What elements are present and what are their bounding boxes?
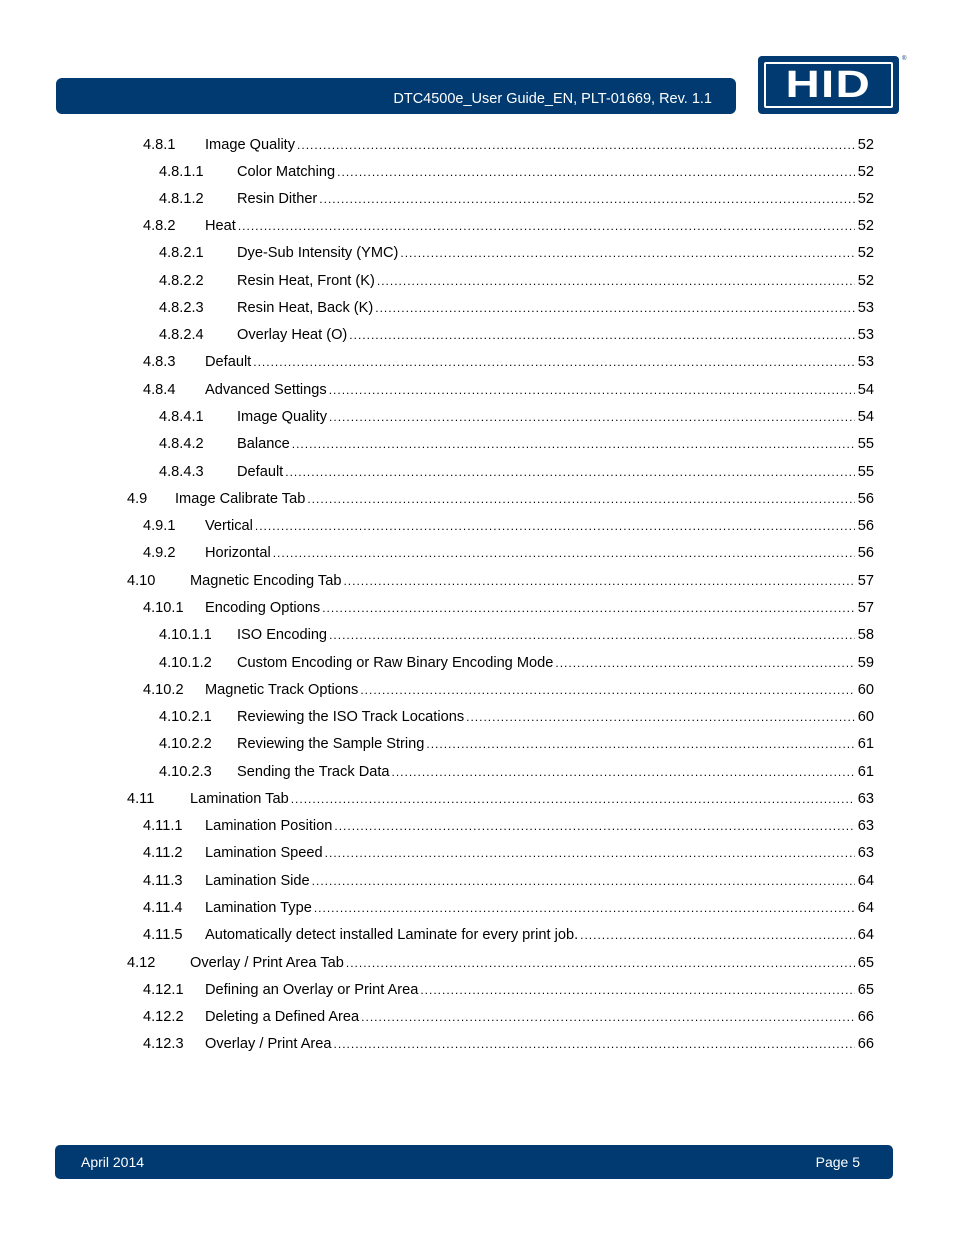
toc-entry-leader bbox=[205, 516, 857, 536]
toc-dot-leader bbox=[360, 680, 855, 700]
toc-entry[interactable] bbox=[0, 1007, 954, 1027]
toc-entry[interactable] bbox=[0, 598, 954, 618]
toc-dot-leader bbox=[580, 925, 855, 945]
toc-entry-page[interactable]: 64 bbox=[857, 873, 874, 889]
toc-entry-leader bbox=[237, 162, 857, 182]
toc-entry-number: 4.8.4.3 bbox=[159, 464, 204, 480]
toc-entry-title[interactable]: Color Matching bbox=[237, 164, 336, 180]
toc-entry[interactable] bbox=[0, 407, 954, 427]
toc-entry-page[interactable]: 64 bbox=[857, 900, 874, 916]
toc-dot-leader bbox=[377, 271, 855, 291]
toc-entry-page[interactable]: 56 bbox=[857, 545, 874, 561]
toc-dot-leader bbox=[291, 789, 855, 809]
toc-dot-leader bbox=[426, 734, 855, 754]
toc-entry-title[interactable]: Sending the Track Data bbox=[237, 764, 390, 780]
toc-dot-leader bbox=[392, 762, 855, 782]
toc-entry-title[interactable]: Magnetic Track Options bbox=[205, 682, 359, 698]
toc-entry-number: 4.8.2.2 bbox=[159, 273, 204, 289]
toc-entry-title[interactable]: Encoding Options bbox=[205, 600, 321, 616]
toc-entry-leader bbox=[205, 1034, 857, 1054]
toc-dot-leader bbox=[273, 543, 855, 563]
toc-entry-number: 4.10.2.3 bbox=[159, 764, 212, 780]
toc-entry-title[interactable]: Deleting a Defined Area bbox=[205, 1009, 360, 1025]
toc-entry-leader bbox=[205, 980, 857, 1000]
toc-entry-number: 4.11 bbox=[127, 791, 155, 807]
toc-entry[interactable] bbox=[0, 380, 954, 400]
header-bar bbox=[56, 78, 736, 114]
toc-entry[interactable] bbox=[0, 162, 954, 182]
toc-entry-title[interactable]: Overlay Heat (O) bbox=[237, 327, 348, 343]
toc-entry[interactable] bbox=[0, 816, 954, 836]
toc-entry-page[interactable]: 63 bbox=[857, 818, 874, 834]
toc-entry-leader bbox=[237, 707, 857, 727]
toc-entry-leader bbox=[237, 189, 857, 209]
toc-entry-page[interactable]: 58 bbox=[857, 627, 874, 643]
toc-entry-leader bbox=[237, 271, 857, 291]
toc-entry-page[interactable]: 53 bbox=[857, 354, 874, 370]
toc-entry-leader bbox=[175, 489, 857, 509]
hid-logo-frame bbox=[764, 62, 893, 108]
toc-entry-title[interactable]: Default bbox=[205, 354, 252, 370]
toc-entry-title[interactable]: Balance bbox=[237, 436, 290, 452]
toc-entry-page[interactable]: 63 bbox=[857, 791, 874, 807]
toc-entry[interactable] bbox=[0, 707, 954, 727]
toc-entry-page[interactable]: 60 bbox=[857, 682, 874, 698]
toc-entry-number: 4.10.2.1 bbox=[159, 709, 212, 725]
footer-date: April 2014 bbox=[81, 1154, 145, 1170]
toc-entry-number: 4.12.1 bbox=[143, 982, 184, 998]
toc-dot-leader bbox=[337, 162, 855, 182]
toc-entry-page[interactable]: 53 bbox=[857, 327, 874, 343]
toc-dot-leader bbox=[292, 434, 855, 454]
toc-entry-title[interactable]: Resin Dither bbox=[237, 191, 318, 207]
toc-entry-number: 4.10.1.2 bbox=[159, 655, 212, 671]
toc-entry[interactable] bbox=[0, 298, 954, 318]
toc-entry-page[interactable]: 52 bbox=[857, 137, 874, 153]
toc-dot-leader bbox=[325, 843, 855, 863]
toc-entry-page[interactable]: 61 bbox=[857, 764, 874, 780]
toc-entry-page[interactable]: 55 bbox=[857, 464, 874, 480]
hid-logo bbox=[758, 56, 899, 114]
toc-entry-leader bbox=[205, 925, 857, 945]
footer-bar bbox=[55, 1145, 893, 1179]
toc-entry-title[interactable]: Magnetic Encoding Tab bbox=[190, 573, 342, 589]
toc-entry-page[interactable]: 60 bbox=[857, 709, 874, 725]
toc-dot-leader bbox=[346, 953, 855, 973]
toc-entry-page[interactable]: 63 bbox=[857, 845, 874, 861]
toc-entry-leader bbox=[205, 216, 857, 236]
toc-dot-leader bbox=[307, 489, 855, 509]
toc-entry-leader bbox=[205, 135, 857, 155]
toc-entry-page[interactable]: 56 bbox=[857, 491, 874, 507]
toc-entry-page[interactable]: 52 bbox=[857, 191, 874, 207]
toc-entry-leader bbox=[190, 571, 857, 591]
toc-dot-leader bbox=[420, 980, 855, 1000]
toc-entry-title[interactable]: ISO Encoding bbox=[237, 627, 328, 643]
document-title: DTC4500e_User Guide_EN, PLT-01669, Rev. 1.1 bbox=[393, 91, 712, 107]
toc-entry-leader bbox=[237, 762, 857, 782]
toc-entry[interactable] bbox=[0, 243, 954, 263]
toc-entry-title[interactable]: Resin Heat, Front (K) bbox=[237, 273, 375, 289]
toc-entry-number: 4.9.1 bbox=[143, 518, 176, 534]
toc-entry-page[interactable]: 61 bbox=[857, 736, 874, 752]
toc-entry-title[interactable]: Reviewing the Sample String bbox=[237, 736, 425, 752]
toc-entry[interactable] bbox=[0, 189, 954, 209]
toc-entry-number: 4.11.3 bbox=[143, 873, 183, 889]
toc-entry-number: 4.10.1 bbox=[143, 600, 184, 616]
toc-entry-page[interactable]: 64 bbox=[857, 927, 874, 943]
toc-entry[interactable] bbox=[0, 489, 954, 509]
toc-entry-page[interactable]: 65 bbox=[857, 982, 874, 998]
toc-entry-leader bbox=[237, 407, 857, 427]
toc-entry-number: 4.9 bbox=[127, 491, 148, 507]
toc-dot-leader bbox=[361, 1007, 855, 1027]
toc-entry-number: 4.11.2 bbox=[143, 845, 183, 861]
toc-entry-number: 4.8.3 bbox=[143, 354, 176, 370]
toc-entry[interactable] bbox=[0, 271, 954, 291]
toc-entry[interactable] bbox=[0, 871, 954, 891]
toc-entry-number: 4.8.4 bbox=[143, 382, 176, 398]
toc-entry-number: 4.12.3 bbox=[143, 1036, 184, 1052]
toc-entry[interactable] bbox=[0, 925, 954, 945]
toc-entry-leader bbox=[205, 380, 857, 400]
toc-entry-number: 4.11.5 bbox=[143, 927, 183, 943]
toc-entry-number: 4.11.1 bbox=[143, 818, 183, 834]
toc-entry-leader bbox=[205, 598, 857, 618]
toc-entry[interactable] bbox=[0, 571, 954, 591]
toc-entry-number: 4.8.2.3 bbox=[159, 300, 204, 316]
toc-dot-leader bbox=[238, 216, 855, 236]
toc-entry-page[interactable]: 54 bbox=[857, 409, 874, 425]
toc-entry[interactable] bbox=[0, 843, 954, 863]
toc-entry-title[interactable]: Resin Heat, Back (K) bbox=[237, 300, 374, 316]
toc-entry-number: 4.8.4.1 bbox=[159, 409, 204, 425]
toc-dot-leader bbox=[349, 325, 855, 345]
toc-entry-title[interactable]: Overlay / Print Area bbox=[205, 1036, 332, 1052]
toc-entry-number: 4.8.2.1 bbox=[159, 245, 204, 261]
toc-entry-number: 4.10 bbox=[127, 573, 156, 589]
toc-dot-leader bbox=[319, 189, 855, 209]
toc-entry-title[interactable]: Vertical bbox=[205, 518, 253, 534]
toc-entry[interactable] bbox=[0, 953, 954, 973]
toc-entry[interactable] bbox=[0, 653, 954, 673]
toc-dot-leader bbox=[329, 625, 855, 645]
toc-entry-number: 4.9.2 bbox=[143, 545, 176, 561]
toc-dot-leader bbox=[314, 898, 855, 918]
toc-dot-leader bbox=[343, 571, 855, 591]
toc-entry-title[interactable]: Dye-Sub Intensity (YMC) bbox=[237, 245, 399, 261]
toc-dot-leader bbox=[255, 516, 855, 536]
toc-entry-title[interactable]: Custom Encoding or Raw Binary Encoding Mode bbox=[237, 655, 554, 671]
toc-entry[interactable] bbox=[0, 680, 954, 700]
toc-entry[interactable] bbox=[0, 762, 954, 782]
toc-entry-page[interactable]: 65 bbox=[857, 955, 874, 971]
toc-entry-leader bbox=[205, 898, 857, 918]
toc-entry[interactable] bbox=[0, 516, 954, 536]
toc-entry-leader bbox=[205, 816, 857, 836]
toc-entry-leader bbox=[205, 1007, 857, 1027]
toc-entry-title[interactable]: Defining an Overlay or Print Area bbox=[205, 982, 419, 998]
toc-entry-title[interactable]: Image Calibrate Tab bbox=[175, 491, 306, 507]
toc-entry[interactable] bbox=[0, 625, 954, 645]
toc-entry[interactable] bbox=[0, 1034, 954, 1054]
toc-entry-title[interactable]: Advanced Settings bbox=[205, 382, 327, 398]
toc-entry-title[interactable]: Image Quality bbox=[237, 409, 328, 425]
toc-entry[interactable] bbox=[0, 135, 954, 155]
toc-dot-leader bbox=[322, 598, 855, 618]
toc-dot-leader bbox=[285, 462, 855, 482]
toc-entry-leader bbox=[190, 953, 857, 973]
toc-entry-number: 4.10.2 bbox=[143, 682, 184, 698]
toc-entry-title[interactable]: Overlay / Print Area Tab bbox=[190, 955, 344, 971]
toc-entry[interactable] bbox=[0, 352, 954, 372]
toc-entry-leader bbox=[237, 653, 857, 673]
toc-entry-page[interactable]: 52 bbox=[857, 245, 874, 261]
toc-entry[interactable] bbox=[0, 980, 954, 1000]
toc-entry-page[interactable]: 52 bbox=[857, 273, 874, 289]
toc-entry-page[interactable]: 66 bbox=[857, 1036, 874, 1052]
toc-entry-number: 4.8.1.2 bbox=[159, 191, 204, 207]
toc-dot-leader bbox=[555, 653, 855, 673]
toc-entry-title[interactable]: Heat bbox=[205, 218, 236, 234]
toc-entry-leader bbox=[205, 680, 857, 700]
toc-entry-number: 4.12.2 bbox=[143, 1009, 184, 1025]
toc-entry-number: 4.10.1.1 bbox=[159, 627, 212, 643]
toc-entry-number: 4.8.4.2 bbox=[159, 436, 204, 452]
toc-entry-title[interactable]: Lamination Speed bbox=[205, 845, 323, 861]
toc-entry-page[interactable]: 53 bbox=[857, 300, 874, 316]
toc-entry-leader bbox=[237, 625, 857, 645]
toc-entry[interactable] bbox=[0, 543, 954, 563]
toc-entry-page[interactable]: 55 bbox=[857, 436, 874, 452]
toc-dot-leader bbox=[312, 871, 855, 891]
toc-entry-number: 4.10.2.2 bbox=[159, 736, 212, 752]
toc-entry-title[interactable]: Lamination Position bbox=[205, 818, 333, 834]
toc-entry-title[interactable]: Default bbox=[237, 464, 284, 480]
toc-entry-number: 4.8.1 bbox=[143, 137, 176, 153]
toc-entry-number: 4.8.2 bbox=[143, 218, 176, 234]
toc-entry-leader bbox=[237, 462, 857, 482]
toc-dot-leader bbox=[334, 1034, 855, 1054]
toc-entry-leader bbox=[237, 434, 857, 454]
toc-entry-number: 4.8.1.1 bbox=[159, 164, 204, 180]
toc-entry-leader bbox=[205, 871, 857, 891]
toc-entry-page[interactable]: 52 bbox=[857, 164, 874, 180]
toc-entry-number: 4.12 bbox=[127, 955, 156, 971]
toc-entry-title[interactable]: Horizontal bbox=[205, 545, 271, 561]
toc-dot-leader bbox=[297, 135, 855, 155]
toc-dot-leader bbox=[334, 816, 855, 836]
toc-dot-leader bbox=[466, 707, 855, 727]
toc-entry-leader bbox=[205, 352, 857, 372]
toc-entry[interactable] bbox=[0, 216, 954, 236]
toc-dot-leader bbox=[375, 298, 855, 318]
toc-entry[interactable] bbox=[0, 789, 954, 809]
toc-entry-leader bbox=[205, 543, 857, 563]
toc-dot-leader bbox=[253, 352, 855, 372]
toc-entry-title[interactable]: Automatically detect installed Laminate for every print job. bbox=[205, 927, 579, 943]
toc-entry-number: 4.11.4 bbox=[143, 900, 183, 916]
toc-entry-title[interactable]: Lamination Side bbox=[205, 873, 310, 889]
toc-entry-leader bbox=[205, 843, 857, 863]
toc-entry-number: 4.8.2.4 bbox=[159, 327, 204, 343]
toc-entry-page[interactable]: 52 bbox=[857, 218, 874, 234]
toc-entry[interactable] bbox=[0, 462, 954, 482]
toc-entry-title[interactable]: Lamination Tab bbox=[190, 791, 289, 807]
toc-entry[interactable] bbox=[0, 325, 954, 345]
toc-entry-page[interactable]: 57 bbox=[857, 573, 874, 589]
toc-entry-page[interactable]: 54 bbox=[857, 382, 874, 398]
registered-mark: ® bbox=[902, 56, 907, 62]
toc-entry-leader bbox=[237, 325, 857, 345]
hid-logo-text: HID bbox=[785, 64, 872, 106]
toc-entry-page[interactable]: 57 bbox=[857, 600, 874, 616]
toc-entry-title[interactable]: Lamination Type bbox=[205, 900, 312, 916]
toc-entry-leader bbox=[237, 734, 857, 754]
toc-entry[interactable] bbox=[0, 434, 954, 454]
toc-entry[interactable] bbox=[0, 898, 954, 918]
toc-dot-leader bbox=[400, 243, 855, 263]
toc-entry[interactable] bbox=[0, 734, 954, 754]
toc-dot-leader bbox=[329, 407, 855, 427]
toc-entry-page[interactable]: 66 bbox=[857, 1009, 874, 1025]
toc-entry-page[interactable]: 56 bbox=[857, 518, 874, 534]
toc-entry-leader bbox=[237, 243, 857, 263]
toc-entry-title[interactable]: Reviewing the ISO Track Locations bbox=[237, 709, 465, 725]
toc-entry-leader bbox=[190, 789, 857, 809]
toc-dot-leader bbox=[329, 380, 855, 400]
toc-entry-page[interactable]: 59 bbox=[857, 655, 874, 671]
toc-entry-leader bbox=[237, 298, 857, 318]
footer-page-number: Page 5 bbox=[815, 1154, 860, 1170]
toc-entry-title[interactable]: Image Quality bbox=[205, 137, 296, 153]
